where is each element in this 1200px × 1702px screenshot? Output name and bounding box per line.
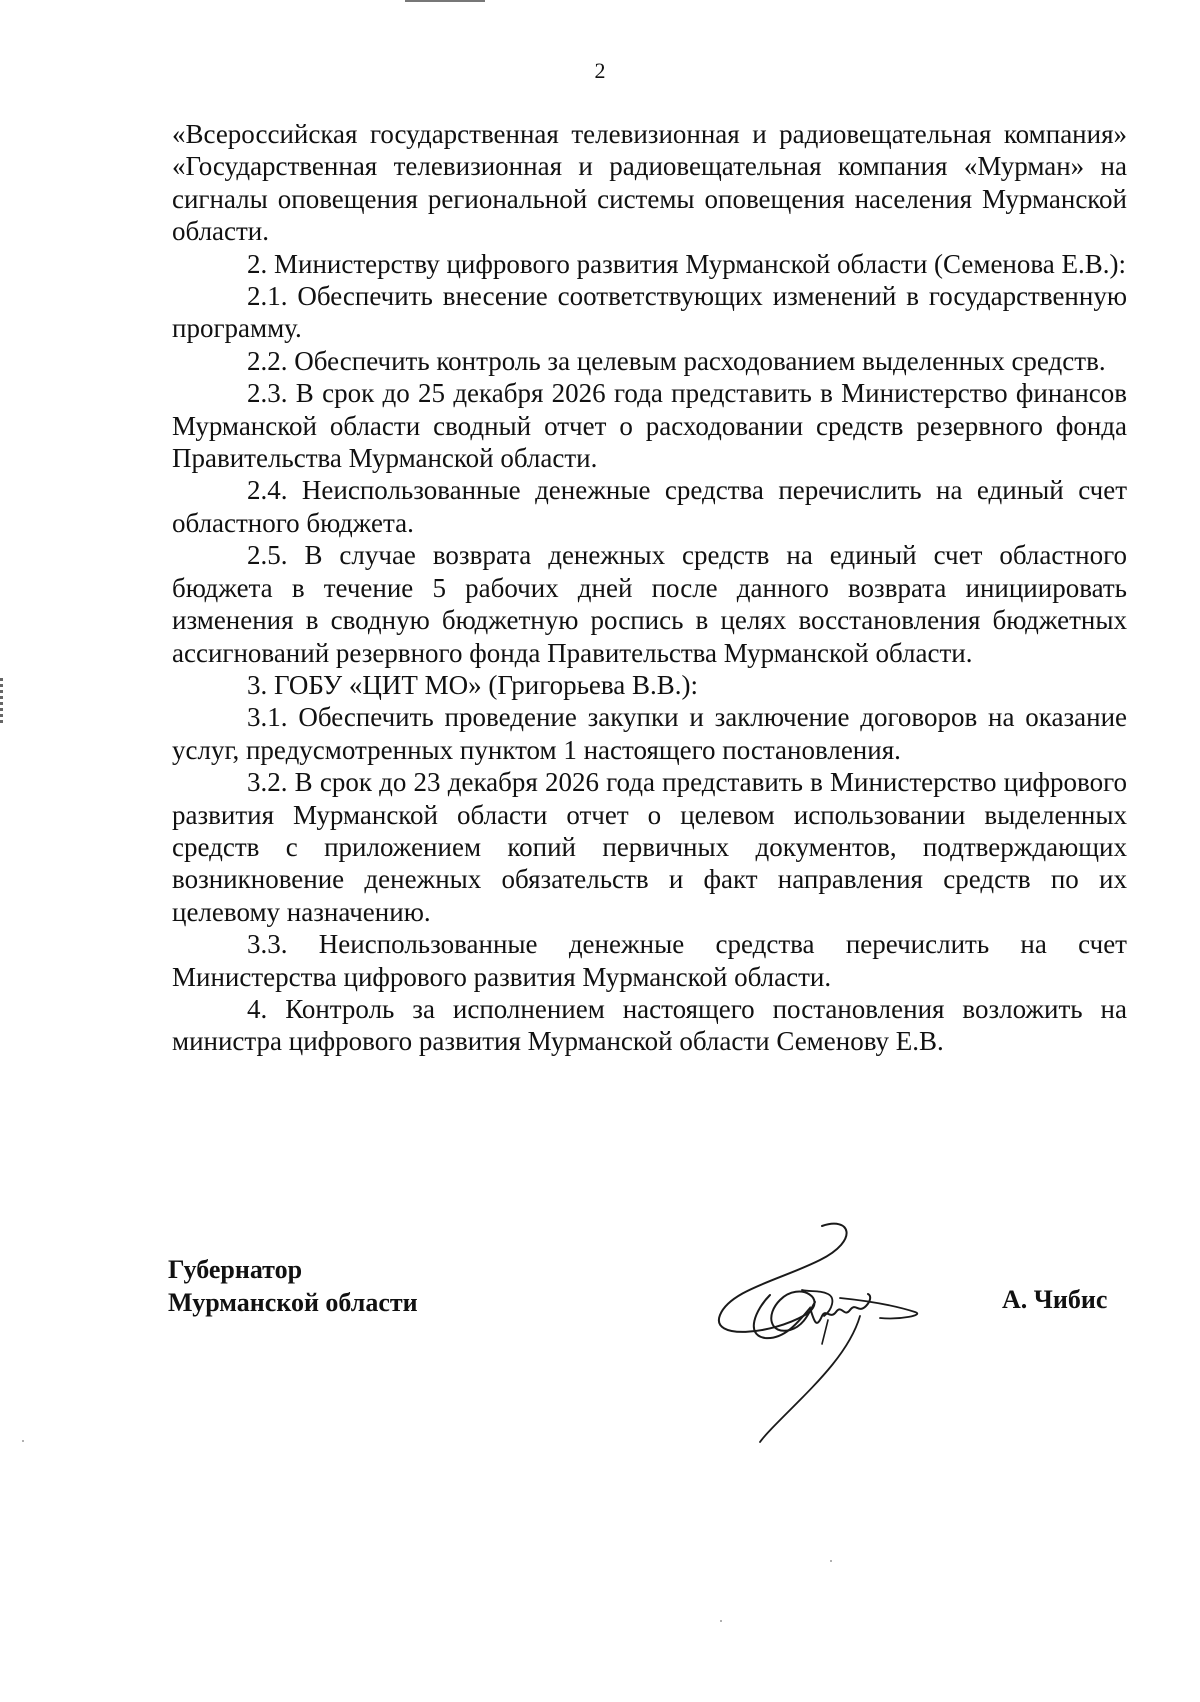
signatory-title-line1: Губернатор bbox=[168, 1255, 303, 1284]
signatory-title-line2: Мурманской области bbox=[168, 1288, 418, 1317]
signatory-name: А. Чибис bbox=[1002, 1285, 1108, 1314]
paragraph-3-2: 3.2. В срок до 23 декабря 2026 года представить в Министерство цифрового развития Мурманской области отчет о целевом использовании выделенных средств с приложением копий первичных документов, подтверждающих возникновение денежных обязательств и факт направления средств по их целевому назначению. bbox=[172, 767, 1127, 927]
paragraph-3-3: 3.3. Неиспользованные денежные средства перечислить на счет Министерства цифрового развития Мурманской области. bbox=[172, 929, 1127, 992]
signatory-title bbox=[168, 1253, 418, 1319]
paragraph-3: 3. ГОБУ «ЦИТ МО» (Григорьева В.В.): bbox=[247, 669, 699, 700]
paragraph-2-2: 2.2. Обеспечить контроль за целевым расходованием выделенных средств. bbox=[247, 345, 1106, 376]
paragraph-4: 4. Контроль за исполнением настоящего постановления возложить на министра цифрового развития Мурманской области Семенову Е.В. bbox=[172, 993, 1127, 1057]
paragraph-intro: «Всероссийская государственная телевизионная и радиовещательная компания» «Государственная телевизионная и радиовещательная компания «Мурман» на сигналы оповещения региональной системы оповещения населения Мурманской области. bbox=[172, 119, 1127, 247]
scan-speck bbox=[720, 1620, 722, 1622]
paragraph-2-1: 2.1. Обеспечить внесение соответствующих изменений в государственную программу. bbox=[172, 281, 1127, 344]
paragraph-2: 2. Министерству цифрового развития Мурманской области (Семенова Е.В.): bbox=[247, 248, 1127, 279]
page-number: 2 bbox=[594, 58, 606, 83]
scan-speck bbox=[22, 1440, 24, 1442]
scan-speck bbox=[830, 1560, 832, 1562]
paragraph-2-4: 2.4. Неиспользованные денежные средства перечислить на единый счет областного бюджета. bbox=[172, 475, 1127, 538]
paragraph-3-1: 3.1. Обеспечить проведение закупки и заключение договоров на оказание услуг, предусмотренных пунктом 1 настоящего постановления. bbox=[172, 702, 1127, 765]
document-body bbox=[172, 118, 1127, 1058]
paragraph-2-5: 2.5. В случае возврата денежных средств на единый счет областного бюджета в течение 5 рабочих дней после данного возврата инициировать изменения в сводную бюджетную роспись в целях восстановления бюджетных ассигнований резервного фонда Правительства Мурманской области. bbox=[172, 540, 1127, 668]
scan-artifact-left bbox=[0, 678, 3, 726]
paragraph-2-3: 2.3. В срок до 25 декабря 2026 года представить в Министерство финансов Мурманской области сводный отчет о расходовании средств резервного фонда Правительства Мурманской области. bbox=[172, 378, 1127, 474]
handwritten-signature bbox=[710, 1220, 950, 1450]
scan-artifact-top bbox=[405, 0, 485, 2]
